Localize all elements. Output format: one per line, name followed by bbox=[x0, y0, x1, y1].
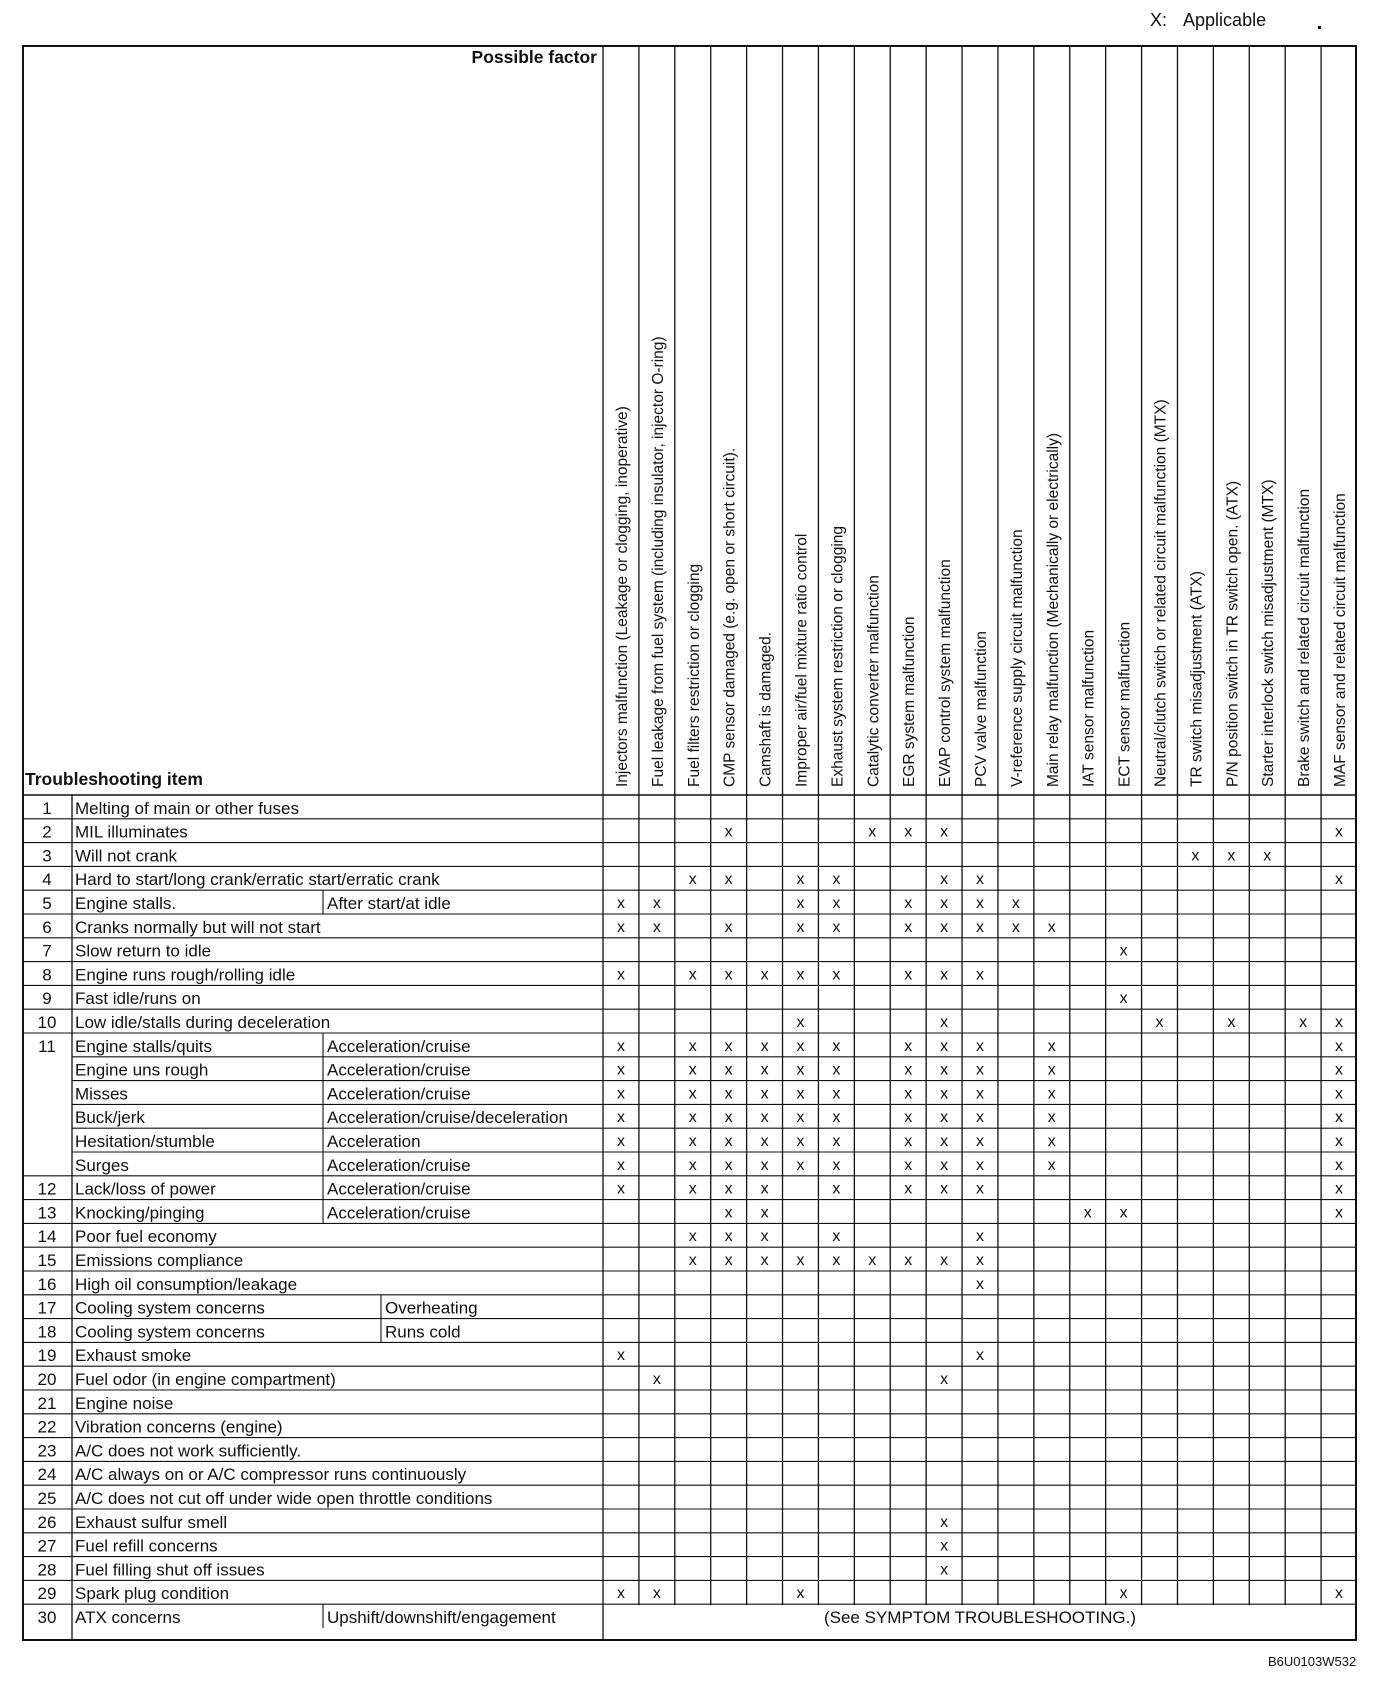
row-number: 30 bbox=[37, 1608, 57, 1627]
applicable-mark: x bbox=[904, 1252, 913, 1269]
row-number: 5 bbox=[42, 894, 52, 913]
applicable-mark: x bbox=[832, 918, 841, 936]
item-label: Will not crank bbox=[75, 846, 178, 866]
applicable-mark: x bbox=[868, 1252, 877, 1269]
applicable-mark: x bbox=[724, 823, 733, 841]
applicable-mark: x bbox=[688, 1085, 697, 1103]
applicable-mark: x bbox=[688, 1252, 697, 1269]
applicable-mark: x bbox=[976, 871, 984, 889]
item-label: Hesitation/stumble bbox=[75, 1132, 215, 1151]
applicable-mark: x bbox=[616, 1085, 625, 1103]
applicable-mark: x bbox=[616, 918, 625, 936]
applicable-mark: x bbox=[976, 1061, 984, 1079]
applicable-mark: x bbox=[940, 966, 949, 984]
applicable-mark: x bbox=[616, 1585, 625, 1603]
condition-label: Acceleration/cruise bbox=[327, 1036, 471, 1056]
row-number: 14 bbox=[37, 1227, 57, 1247]
item-label: Low idle/stalls during deceleration bbox=[75, 1013, 331, 1032]
applicable-mark: x bbox=[796, 1133, 805, 1150]
row-number: 1 bbox=[42, 798, 52, 818]
applicable-mark: x bbox=[688, 1061, 697, 1079]
factor-label: V-reference supply circuit malfunction bbox=[1008, 529, 1026, 787]
applicable-mark: x bbox=[832, 966, 841, 984]
applicable-mark: x bbox=[976, 1085, 984, 1103]
item-label: Buck/jerk bbox=[75, 1108, 145, 1128]
applicable-mark: x bbox=[940, 1513, 949, 1531]
applicable-mark: x bbox=[796, 918, 805, 936]
applicable-mark: x bbox=[940, 1085, 949, 1103]
applicable-mark: x bbox=[688, 1037, 697, 1055]
factor-label: Exhaust system restriction or clogging bbox=[829, 525, 847, 787]
applicable-mark: x bbox=[796, 895, 805, 912]
item-label: Exhaust smoke bbox=[75, 1346, 192, 1366]
applicable-mark: x bbox=[1335, 1037, 1344, 1055]
applicable-mark: x bbox=[1083, 1204, 1092, 1222]
item-label: Fuel filling shut off issues bbox=[75, 1560, 265, 1580]
applicable-mark: x bbox=[940, 1061, 949, 1079]
factor-label: Improper air/fuel mixture ratio control bbox=[793, 533, 811, 787]
applicable-mark: x bbox=[832, 1252, 841, 1269]
applicable-mark: x bbox=[1155, 1014, 1164, 1031]
applicable-mark: x bbox=[616, 966, 625, 984]
applicable-mark: x bbox=[724, 1037, 733, 1055]
row-number: 8 bbox=[42, 965, 52, 985]
applicable-mark: x bbox=[1047, 1037, 1056, 1055]
row-number: 19 bbox=[37, 1346, 57, 1366]
stray-dot bbox=[1318, 26, 1321, 29]
item-label: Engine stalls/quits bbox=[75, 1036, 213, 1056]
applicable-mark: x bbox=[976, 1180, 984, 1198]
item-label: Cooling system concerns bbox=[75, 1298, 265, 1318]
applicable-mark: x bbox=[976, 1133, 984, 1150]
applicable-mark: x bbox=[1047, 1133, 1056, 1150]
applicable-mark: x bbox=[760, 1085, 769, 1103]
applicable-mark: x bbox=[724, 1252, 733, 1269]
item-label: Poor fuel economy bbox=[75, 1227, 217, 1247]
applicable-mark: x bbox=[940, 918, 949, 936]
row-number: 27 bbox=[37, 1536, 57, 1556]
applicable-mark: x bbox=[616, 895, 625, 912]
item-label: Spark plug condition bbox=[75, 1584, 230, 1604]
applicable-mark: x bbox=[904, 895, 913, 912]
factor-label: Injectors malfunction (Leakage or clogging, inoperative) bbox=[613, 406, 631, 787]
factor-label: MAF sensor and related circuit malfunction bbox=[1332, 493, 1350, 787]
row-number: 20 bbox=[37, 1370, 57, 1389]
row-number: 17 bbox=[37, 1298, 57, 1318]
applicable-mark: x bbox=[940, 871, 949, 889]
applicable-mark: x bbox=[616, 1037, 625, 1055]
applicable-mark: x bbox=[1299, 1014, 1308, 1031]
item-label: High oil consumption/leakage bbox=[75, 1274, 298, 1294]
factor-label: Fuel leakage from fuel system (including insulator, injector O-ring) bbox=[649, 336, 667, 787]
row-number: 23 bbox=[37, 1441, 57, 1461]
item-label: ATX concerns bbox=[75, 1608, 181, 1627]
condition-label: Acceleration/cruise bbox=[327, 1203, 471, 1223]
condition-label: Acceleration/cruise bbox=[327, 1060, 471, 1080]
applicable-mark: x bbox=[796, 1156, 805, 1174]
applicable-mark: x bbox=[724, 871, 733, 889]
applicable-mark: x bbox=[724, 1061, 733, 1079]
applicable-mark: x bbox=[760, 1156, 769, 1174]
applicable-mark: x bbox=[832, 1037, 841, 1055]
item-label: Vibration concerns (engine) bbox=[75, 1417, 283, 1437]
applicable-mark: x bbox=[1227, 1014, 1236, 1031]
applicable-mark: x bbox=[1335, 1585, 1344, 1603]
applicable-mark: x bbox=[904, 1061, 913, 1079]
item-label: Lack/loss of power bbox=[75, 1179, 216, 1199]
applicable-mark: x bbox=[616, 1061, 625, 1079]
applicable-mark: x bbox=[940, 1156, 949, 1174]
item-label: Misses bbox=[75, 1084, 128, 1104]
applicable-mark: x bbox=[796, 1014, 805, 1031]
factor-label: Catalytic converter malfunction bbox=[865, 575, 883, 787]
reference-code: B6U0103W532 bbox=[1268, 1654, 1357, 1669]
applicable-mark: x bbox=[688, 1156, 697, 1174]
applicable-mark: x bbox=[760, 1037, 769, 1055]
applicable-mark: x bbox=[688, 1180, 697, 1198]
applicable-mark: x bbox=[1335, 1014, 1344, 1031]
applicable-mark: x bbox=[652, 895, 661, 912]
applicable-mark: x bbox=[904, 1180, 913, 1198]
applicable-mark: x bbox=[652, 1371, 661, 1388]
item-label: Melting of main or other fuses bbox=[75, 798, 299, 818]
applicable-mark: x bbox=[976, 918, 984, 936]
applicable-mark: x bbox=[796, 1037, 805, 1055]
item-label: Cooling system concerns bbox=[75, 1322, 265, 1342]
applicable-mark: x bbox=[940, 895, 949, 912]
applicable-mark: x bbox=[796, 1585, 805, 1603]
row-number: 7 bbox=[42, 941, 52, 961]
item-label: Fuel odor (in engine compartment) bbox=[75, 1370, 336, 1389]
condition-label: Overheating bbox=[385, 1298, 478, 1318]
applicable-mark: x bbox=[1335, 823, 1344, 841]
row-number: 3 bbox=[42, 846, 52, 866]
applicable-mark: x bbox=[652, 1585, 661, 1603]
applicable-mark: x bbox=[940, 1037, 949, 1055]
applicable-mark: x bbox=[1227, 847, 1236, 865]
factor-label: CMP sensor damaged (e.g. open or short circuit). bbox=[721, 447, 739, 787]
applicable-mark: x bbox=[724, 1133, 733, 1150]
item-label: Surges bbox=[75, 1155, 129, 1175]
applicable-mark: x bbox=[652, 918, 661, 936]
applicable-mark: x bbox=[832, 1109, 841, 1127]
applicable-mark: x bbox=[616, 1156, 625, 1174]
applicable-mark: x bbox=[1047, 1156, 1056, 1174]
applicable-mark: x bbox=[832, 1061, 841, 1079]
factor-label: Main relay malfunction (Mechanically or electrically) bbox=[1044, 432, 1062, 787]
legend bbox=[1150, 10, 1266, 31]
factor-label: IAT sensor malfunction bbox=[1080, 629, 1098, 787]
applicable-mark: x bbox=[940, 1014, 949, 1031]
factor-label: Neutral/clutch switch or related circuit malfunction (MTX) bbox=[1152, 399, 1170, 787]
troubleshooting-item-header: Troubleshooting item bbox=[25, 769, 203, 789]
applicable-mark: x bbox=[904, 966, 913, 984]
item-label: Exhaust sulfur smell bbox=[75, 1512, 228, 1532]
condition-label: Upshift/downshift/engagement bbox=[327, 1608, 556, 1627]
applicable-mark: x bbox=[1335, 1180, 1344, 1198]
factor-label: EVAP control system malfunction bbox=[937, 559, 955, 787]
item-label: Engine noise bbox=[75, 1393, 174, 1413]
applicable-mark: x bbox=[760, 966, 769, 984]
applicable-mark: x bbox=[940, 1109, 949, 1127]
row-number: 25 bbox=[37, 1489, 57, 1508]
condition-label: After start/at idle bbox=[327, 894, 451, 913]
applicable-mark: x bbox=[760, 1133, 769, 1150]
applicable-mark: x bbox=[724, 966, 733, 984]
factor-label: ECT sensor malfunction bbox=[1116, 621, 1134, 787]
applicable-mark: x bbox=[1119, 1204, 1128, 1222]
row-number: 22 bbox=[37, 1417, 57, 1437]
applicable-mark: x bbox=[1263, 847, 1272, 865]
applicable-mark: x bbox=[796, 1109, 805, 1127]
applicable-mark: x bbox=[1119, 1585, 1128, 1603]
applicable-mark: x bbox=[976, 1347, 984, 1365]
applicable-mark: x bbox=[904, 1109, 913, 1127]
condition-label: Acceleration/cruise bbox=[327, 1179, 471, 1199]
applicable-mark: x bbox=[616, 1180, 625, 1198]
item-label: Engine stalls. bbox=[75, 894, 177, 913]
row-number: 28 bbox=[37, 1560, 57, 1580]
applicable-mark: x bbox=[904, 1156, 913, 1174]
item-label: A/C does not work sufficiently. bbox=[75, 1441, 302, 1461]
applicable-mark: x bbox=[1335, 1133, 1344, 1150]
item-label: A/C always on or A/C compressor runs continuously bbox=[75, 1465, 467, 1485]
applicable-mark: x bbox=[760, 1109, 769, 1127]
item-label: Engine runs rough/rolling idle bbox=[75, 965, 296, 985]
possible-factor-header: Possible factor bbox=[471, 47, 597, 67]
applicable-mark: x bbox=[940, 1561, 949, 1579]
applicable-mark: x bbox=[616, 1133, 625, 1150]
applicable-mark: x bbox=[796, 1061, 805, 1079]
factor-label: Fuel filters restriction or clogging bbox=[685, 563, 703, 787]
applicable-mark: x bbox=[976, 966, 984, 984]
applicable-mark: x bbox=[688, 966, 697, 984]
applicable-mark: x bbox=[688, 871, 697, 889]
row-number: 9 bbox=[42, 989, 52, 1009]
row-number: 18 bbox=[37, 1322, 57, 1342]
item-label: Slow return to idle bbox=[75, 941, 212, 961]
applicable-mark: x bbox=[1119, 990, 1128, 1008]
applicable-mark: x bbox=[760, 1061, 769, 1079]
applicable-mark: x bbox=[616, 1109, 625, 1127]
applicable-mark: x bbox=[868, 823, 877, 841]
applicable-mark: x bbox=[796, 1252, 805, 1269]
applicable-mark: x bbox=[1011, 918, 1020, 936]
row-number: 15 bbox=[37, 1251, 57, 1270]
applicable-mark: x bbox=[940, 823, 949, 841]
applicable-mark: x bbox=[940, 1371, 949, 1388]
factor-label: P/N position switch in TR switch open. (ATX) bbox=[1224, 480, 1242, 787]
legend-meaning: Applicable bbox=[1183, 10, 1267, 30]
applicable-mark: x bbox=[1335, 871, 1344, 889]
applicable-mark: x bbox=[832, 1180, 841, 1198]
item-label: Emissions compliance bbox=[75, 1251, 244, 1270]
item-label: Engine uns rough bbox=[75, 1060, 209, 1080]
applicable-mark: x bbox=[1047, 918, 1056, 936]
applicable-mark: x bbox=[796, 1085, 805, 1103]
row-number: 21 bbox=[37, 1393, 57, 1413]
item-label: Fuel refill concerns bbox=[75, 1536, 218, 1556]
applicable-mark: x bbox=[760, 1252, 769, 1269]
applicable-mark: x bbox=[688, 1133, 697, 1150]
applicable-mark: x bbox=[1047, 1085, 1056, 1103]
row-number: 10 bbox=[37, 1013, 57, 1032]
condition-label: Runs cold bbox=[385, 1322, 461, 1342]
applicable-mark: x bbox=[724, 1109, 733, 1127]
applicable-mark: x bbox=[976, 1275, 984, 1293]
applicable-mark: x bbox=[940, 1180, 949, 1198]
applicable-mark: x bbox=[904, 1133, 913, 1150]
item-label: A/C does not cut off under wide open throttle conditions bbox=[75, 1489, 493, 1508]
row-number: 6 bbox=[42, 917, 52, 937]
applicable-mark: x bbox=[616, 1347, 625, 1365]
row-number: 11 bbox=[38, 1036, 56, 1056]
factor-label: Brake switch and related circuit malfunction bbox=[1296, 488, 1314, 787]
see-symptom-note: (See SYMPTOM TROUBLESHOOTING.) bbox=[823, 1608, 1137, 1627]
applicable-mark: x bbox=[1119, 942, 1128, 960]
factor-label: Camshaft is damaged. bbox=[757, 631, 775, 787]
row-number: 24 bbox=[37, 1465, 57, 1485]
item-label: MIL illuminates bbox=[75, 822, 188, 842]
applicable-mark: x bbox=[1335, 1085, 1344, 1103]
applicable-mark: x bbox=[940, 1133, 949, 1150]
applicable-mark: x bbox=[904, 918, 913, 936]
row-number: 26 bbox=[37, 1512, 57, 1532]
applicable-mark: x bbox=[976, 895, 984, 912]
item-label: Knocking/pinging bbox=[75, 1203, 205, 1223]
applicable-mark: x bbox=[796, 871, 805, 889]
applicable-mark: x bbox=[976, 1156, 984, 1174]
applicable-mark: x bbox=[1335, 1204, 1344, 1222]
applicable-mark: x bbox=[904, 1085, 913, 1103]
applicable-mark: x bbox=[724, 1204, 733, 1222]
item-label: Cranks normally but will not start bbox=[75, 917, 321, 937]
applicable-mark: x bbox=[724, 918, 733, 936]
row-number: 2 bbox=[42, 822, 52, 842]
applicable-mark: x bbox=[1047, 1061, 1056, 1079]
factor-label: PCV valve malfunction bbox=[973, 631, 990, 787]
applicable-mark: x bbox=[760, 1180, 769, 1198]
applicable-mark: x bbox=[760, 1204, 769, 1222]
applicable-mark: x bbox=[688, 1228, 697, 1246]
applicable-mark: x bbox=[940, 1252, 949, 1269]
applicable-mark: x bbox=[688, 1109, 697, 1127]
condition-label: Acceleration bbox=[327, 1132, 421, 1151]
applicable-mark: x bbox=[1335, 1109, 1344, 1127]
row-number: 16 bbox=[37, 1274, 57, 1294]
applicable-mark: x bbox=[832, 871, 841, 889]
applicable-mark: x bbox=[832, 895, 841, 912]
factor-label: Starter interlock switch misadjustment (MTX) bbox=[1260, 479, 1278, 787]
row-number: 4 bbox=[42, 870, 52, 890]
applicable-mark: x bbox=[904, 823, 913, 841]
applicable-mark: x bbox=[724, 1085, 733, 1103]
applicable-mark: x bbox=[832, 1228, 841, 1246]
applicable-mark: x bbox=[1047, 1109, 1056, 1127]
item-label: Fast idle/runs on bbox=[75, 989, 201, 1009]
applicable-mark: x bbox=[904, 1037, 913, 1055]
applicable-mark: x bbox=[760, 1228, 769, 1246]
applicable-mark: x bbox=[724, 1156, 733, 1174]
factor-label: TR switch misadjustment (ATX) bbox=[1188, 571, 1206, 787]
applicable-mark: x bbox=[832, 1156, 841, 1174]
row-number: 12 bbox=[37, 1179, 57, 1199]
row-number: 13 bbox=[37, 1203, 57, 1223]
applicable-mark: x bbox=[1011, 895, 1020, 912]
applicable-mark: x bbox=[976, 1109, 984, 1127]
applicable-mark: x bbox=[796, 966, 805, 984]
row-number: 29 bbox=[37, 1584, 57, 1604]
applicable-mark: x bbox=[832, 1133, 841, 1150]
applicable-mark: x bbox=[976, 1252, 984, 1269]
applicable-mark: x bbox=[724, 1180, 733, 1198]
applicable-mark: x bbox=[1335, 1061, 1344, 1079]
troubleshooting-matrix bbox=[22, 45, 1357, 1641]
applicable-mark: x bbox=[1335, 1156, 1344, 1174]
applicable-mark: x bbox=[1191, 847, 1200, 865]
condition-label: Acceleration/cruise bbox=[327, 1084, 471, 1104]
applicable-mark: x bbox=[976, 1037, 984, 1055]
condition-label: Acceleration/cruise bbox=[327, 1155, 471, 1175]
condition-label: Acceleration/cruise/deceleration bbox=[327, 1108, 568, 1128]
factor-label: EGR system malfunction bbox=[901, 616, 919, 787]
applicable-mark: x bbox=[940, 1537, 949, 1555]
applicable-mark: x bbox=[724, 1228, 733, 1246]
legend-key: X: bbox=[1150, 10, 1168, 30]
applicable-mark: x bbox=[976, 1228, 984, 1246]
item-label: Hard to start/long crank/erratic start/erratic crank bbox=[75, 870, 440, 890]
applicable-mark: x bbox=[832, 1085, 841, 1103]
